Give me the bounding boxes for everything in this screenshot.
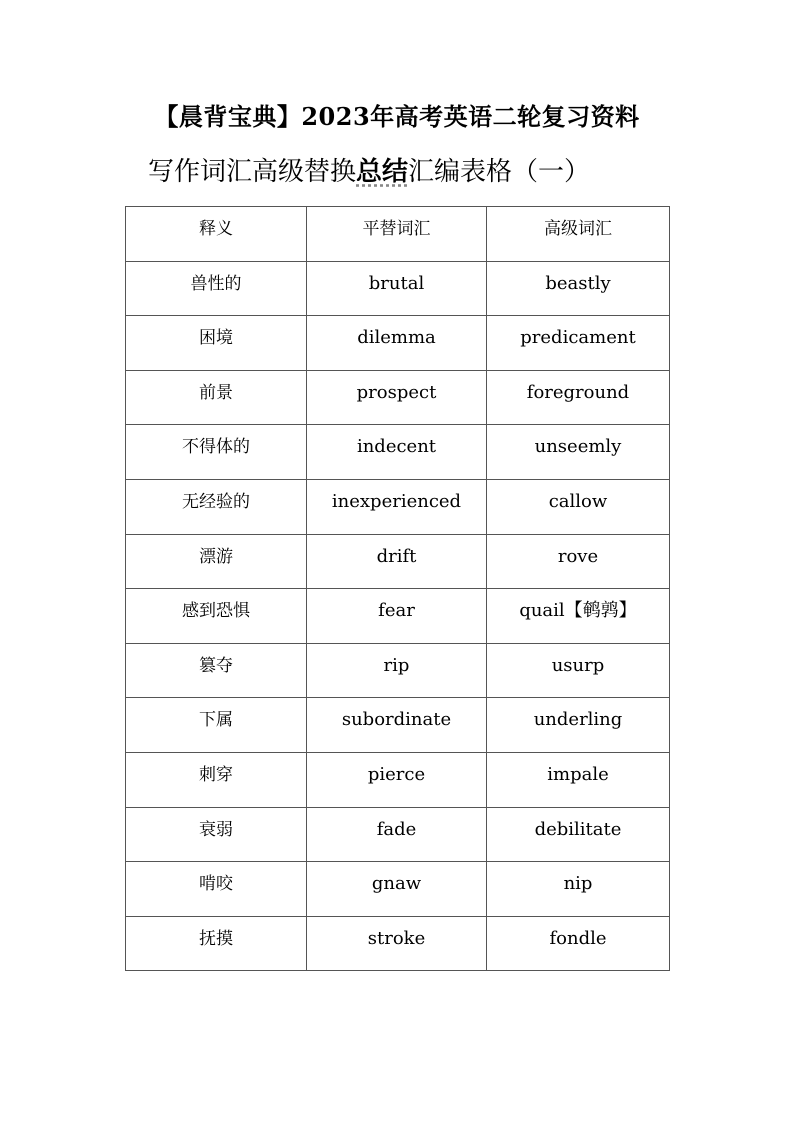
- cell-advanced-word: usurp: [487, 643, 670, 698]
- cell-advanced-word: foreground: [487, 370, 670, 425]
- cell-advanced-word: underling: [487, 698, 670, 753]
- cell-advanced-word: impale: [487, 752, 670, 807]
- page-subtitle: [148, 152, 590, 192]
- cell-meaning: 啃咬: [126, 862, 307, 917]
- header-common-word: 平替词汇: [307, 207, 487, 262]
- cell-common-word: drift: [307, 534, 487, 589]
- cell-common-word: stroke: [307, 916, 487, 971]
- cell-common-word: inexperienced: [307, 479, 487, 534]
- cell-common-word: fear: [307, 589, 487, 644]
- cell-meaning: 前景: [126, 370, 307, 425]
- cell-meaning: 漂游: [126, 534, 307, 589]
- cell-common-word: fade: [307, 807, 487, 862]
- cell-common-word: gnaw: [307, 862, 487, 917]
- cell-advanced-word: quail【鹌鹑】: [487, 589, 670, 644]
- cell-advanced-word: unseemly: [487, 425, 670, 480]
- vocabulary-table: [125, 206, 670, 971]
- subtitle-part-emphasis: 总结: [356, 157, 409, 187]
- cell-meaning: 不得体的: [126, 425, 307, 480]
- cell-advanced-word: debilitate: [487, 807, 670, 862]
- cell-meaning: 抚摸: [126, 916, 307, 971]
- table-row: [126, 534, 670, 589]
- cell-meaning: 下属: [126, 698, 307, 753]
- table-row: [126, 261, 670, 316]
- cell-common-word: rip: [307, 643, 487, 698]
- cell-advanced-word: rove: [487, 534, 670, 589]
- cell-advanced-word: nip: [487, 862, 670, 917]
- table-row: [126, 370, 670, 425]
- table-row: [126, 916, 670, 971]
- cell-common-word: dilemma: [307, 316, 487, 371]
- cell-meaning: 兽性的: [126, 261, 307, 316]
- table-row: [126, 425, 670, 480]
- cell-meaning: 困境: [126, 316, 307, 371]
- header-meaning: 释义: [126, 207, 307, 262]
- cell-common-word: pierce: [307, 752, 487, 807]
- subtitle-part-after: 汇编表格（一）: [408, 157, 591, 187]
- table-row: [126, 752, 670, 807]
- page-title: 【晨背宝典】2023年高考英语二轮复习资料: [154, 102, 640, 131]
- cell-meaning: 刺穿: [126, 752, 307, 807]
- cell-advanced-word: fondle: [487, 916, 670, 971]
- table-row: [126, 316, 670, 371]
- cell-advanced-word: beastly: [487, 261, 670, 316]
- cell-common-word: indecent: [307, 425, 487, 480]
- header-advanced-word: 高级词汇: [487, 207, 670, 262]
- table-row: [126, 479, 670, 534]
- subtitle-part-before: 写作词汇高级替换: [148, 157, 357, 187]
- cell-meaning: 篡夺: [126, 643, 307, 698]
- table-row: [126, 698, 670, 753]
- cell-meaning: 衰弱: [126, 807, 307, 862]
- table-row: [126, 589, 670, 644]
- cell-meaning: 感到恐惧: [126, 589, 307, 644]
- table-header-row: [126, 207, 670, 262]
- table-row: [126, 643, 670, 698]
- cell-advanced-word: predicament: [487, 316, 670, 371]
- table-row: [126, 807, 670, 862]
- cell-common-word: prospect: [307, 370, 487, 425]
- cell-meaning: 无经验的: [126, 479, 307, 534]
- cell-advanced-word: callow: [487, 479, 670, 534]
- table-row: [126, 862, 670, 917]
- cell-common-word: brutal: [307, 261, 487, 316]
- cell-common-word: subordinate: [307, 698, 487, 753]
